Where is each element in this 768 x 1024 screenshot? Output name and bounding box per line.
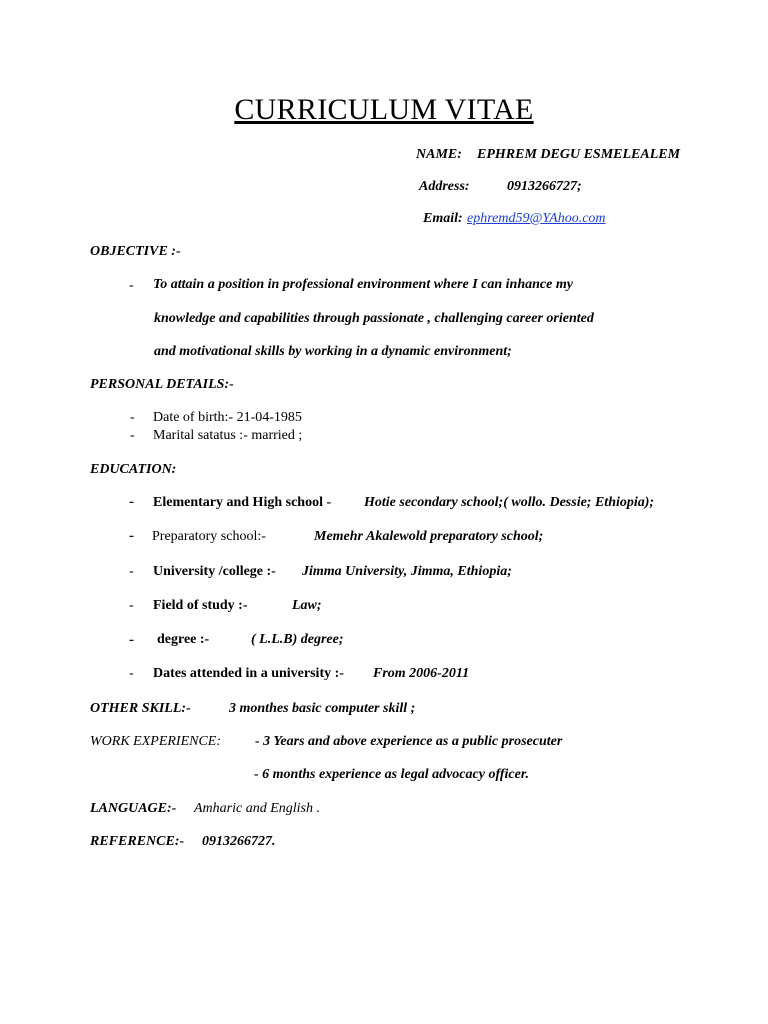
education-value: Hotie secondary school;( wollo. Dessie; Ethiopia); (364, 495, 655, 510)
list-bullet: - (130, 410, 135, 425)
education-label: Field of study :- (153, 598, 248, 613)
objective-heading: OBJECTIVE :- (90, 244, 181, 259)
personal-details-heading: PERSONAL DETAILS:- (90, 377, 234, 392)
work-experience-heading: WORK EXPERIENCE: (90, 734, 222, 749)
language-value: Amharic and English . (194, 801, 320, 816)
other-skill-heading: OTHER SKILL:- (90, 701, 191, 716)
reference-value: 0913266727. (202, 834, 276, 849)
document-title: CURRICULUM VITAE (234, 93, 534, 126)
education-value: Law; (292, 598, 322, 613)
other-skill-value: 3 monthes basic computer skill ; (229, 701, 416, 716)
education-value: ( L.L.B) degree; (251, 632, 344, 647)
list-bullet: - (129, 598, 134, 613)
education-label: Preparatory school:- (152, 529, 266, 544)
reference-heading: REFERENCE:- (90, 834, 185, 849)
education-heading: EDUCATION: (90, 462, 177, 477)
education-label: degree :- (157, 632, 210, 647)
date-of-birth: Date of birth:- 21-04-1985 (153, 410, 302, 425)
marital-status: Marital satatus :- married ; (153, 428, 303, 443)
language-heading: LANGUAGE:- (90, 801, 177, 816)
list-bullet: - (129, 494, 134, 510)
address-label: Address: (419, 179, 470, 194)
list-bullet: - (129, 666, 134, 681)
email-label: Email: (423, 211, 463, 226)
list-bullet: - (130, 428, 135, 443)
address-value: 0913266727; (507, 179, 582, 194)
objective-line: To attain a position in professional environment where I can inhance my (153, 277, 573, 292)
name-label: NAME: (416, 147, 462, 162)
education-label: University /college :- (153, 564, 276, 579)
list-bullet: - (129, 528, 134, 544)
education-value: Jimma University, Jimma, Ethiopia; (302, 564, 512, 579)
education-value: Memehr Akalewold preparatory school; (314, 529, 544, 544)
list-bullet: - (129, 632, 134, 648)
objective-line: knowledge and capabilities through passionate , challenging career oriented (154, 311, 594, 326)
education-value: From 2006-2011 (373, 666, 470, 681)
education-label: Elementary and High school - (153, 495, 332, 510)
work-experience-line: - 6 months experience as legal advocacy officer. (254, 767, 530, 782)
work-experience-line: - 3 Years and above experience as a public prosecuter (255, 734, 563, 749)
email-link[interactable]: ephremd59@YAhoo.com (467, 211, 606, 226)
objective-bullet: - (129, 278, 134, 293)
education-label: Dates attended in a university :- (153, 666, 344, 681)
objective-line: and motivational skills by working in a dynamic environment; (154, 344, 512, 359)
list-bullet: - (129, 564, 134, 579)
name-value: EPHREM DEGU ESMELEALEM (477, 147, 681, 162)
